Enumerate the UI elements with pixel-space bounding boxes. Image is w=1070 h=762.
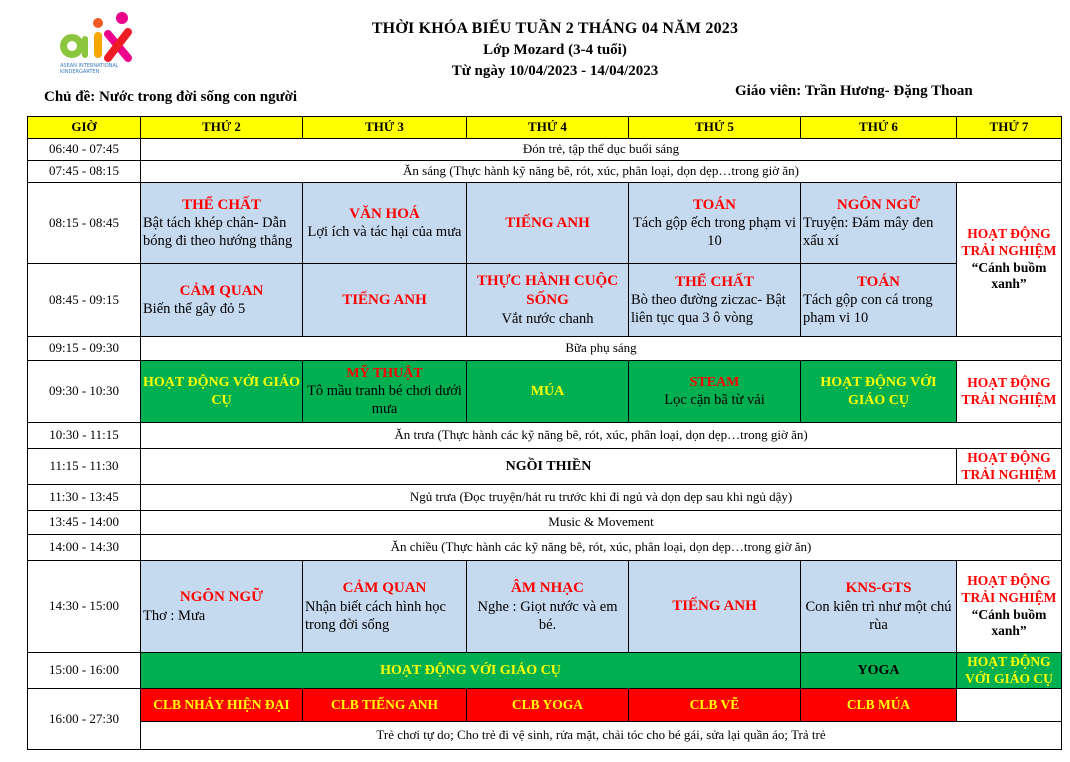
- lesson-subject: HOẠT ĐỘNG VỚI GIÁO CỤ: [143, 375, 301, 408]
- lesson-subject: THỂ CHẤT: [675, 273, 754, 290]
- lesson-detail: Lọc cặn bã từ vải: [664, 392, 765, 409]
- lesson-subject: CẢM QUAN: [342, 580, 427, 596]
- time-cell: 13:45 - 14:00: [28, 511, 141, 535]
- lesson-detail: Nghe : Giọt nước và em bé.: [477, 598, 618, 633]
- lesson-subject: TIẾNG ANH: [672, 598, 757, 615]
- lesson-cell-tue: [303, 183, 467, 264]
- lesson-subject: STEAM: [689, 374, 740, 390]
- afternoon-snack-cell: Ăn chiều (Thực hành các kỹ năng bê, rót, xúc, phân loại, dọn dẹp…trong giờ ăn): [141, 535, 1062, 561]
- lesson-detail: Nhận biết cách hình học trong đời sống: [305, 598, 446, 633]
- lesson-subject: NGÔN NGỮ: [179, 589, 264, 606]
- table-row: [28, 361, 1062, 423]
- table-row: [28, 653, 1062, 689]
- time-cell: 10:30 - 11:15: [28, 423, 141, 449]
- nap-cell: Ngủ trưa (Đọc truyện/hát ru trước khi đi ngủ và dọn dẹp sau khi ngủ dậy): [141, 485, 1062, 511]
- col-header-thu: THỨ 5: [629, 117, 801, 139]
- lesson-cell-tue: [303, 561, 467, 653]
- lesson-detail: Biến thể gây đỏ 5: [143, 301, 246, 318]
- table-row: [28, 449, 1062, 485]
- lesson-detail: Con kiên trì như một chú rùa: [805, 598, 952, 633]
- lesson-cell-sat: [957, 361, 1062, 423]
- music-cell: Music & Movement: [141, 511, 1062, 535]
- lesson-cell-tue: [303, 361, 467, 423]
- schedule-table: [27, 116, 1062, 750]
- col-header-sat: THỨ 7: [957, 117, 1062, 139]
- class-name: Lớp Mozard (3-4 tuổi): [483, 42, 627, 58]
- lesson-subject: YOGA: [857, 662, 900, 678]
- club-label: CLB YOGA: [511, 696, 584, 712]
- lesson-detail: Bật tách khép chân- Dẫn bóng đi theo hướng thẳng: [143, 215, 293, 250]
- topic-label: Chủ đề: Nước trong đời sống con người: [44, 89, 298, 105]
- table-row: [28, 561, 1062, 653]
- lesson-subject: MỸ THUẬT: [346, 365, 423, 381]
- time-cell: 07:45 - 08:15: [28, 161, 141, 183]
- lesson-subject: HOẠT ĐỘNG TRẢI NGHIỆM: [961, 449, 1057, 482]
- club-cell: [467, 689, 629, 722]
- lesson-detail: Vắt nước chanh: [501, 310, 594, 327]
- col-header-time: GIỜ: [28, 117, 141, 139]
- lesson-subject: VĂN HOÁ: [349, 205, 420, 222]
- col-header-wed: THỨ 4: [467, 117, 629, 139]
- lesson-detail: Truyện: Đám mây đen xấu xí: [803, 215, 934, 250]
- table-row: [28, 337, 1062, 361]
- lesson-cell-mon: [141, 361, 303, 423]
- meditation-label: NGỒI THIỀN: [505, 458, 592, 474]
- lesson-cell-thu: [629, 361, 801, 423]
- lesson-subject: HOẠT ĐỘNG VỚI GIÁO CỤ: [380, 662, 561, 678]
- date-range: Từ ngày 10/04/2023 - 14/04/2023: [451, 63, 659, 79]
- lesson-subject: KNS-GTS: [845, 580, 912, 596]
- club-cell: [303, 689, 467, 722]
- lesson-cell-wed: [467, 183, 629, 264]
- lesson-cell-sat: [957, 561, 1062, 653]
- lesson-subject: CẢM QUAN: [179, 282, 264, 299]
- svg-text:KINDERGARTEN: KINDERGARTEN: [60, 69, 100, 74]
- lesson-cell-thu: [629, 183, 801, 264]
- lesson-detail: “Cánh buồm xanh”: [971, 259, 1047, 292]
- club-label: CLB TIẾNG ANH: [330, 696, 439, 712]
- club-label: CLB VẼ: [689, 696, 740, 712]
- lesson-detail: “Cánh buồm xanh”: [971, 606, 1047, 639]
- time-cell: 16:00 - 27:30: [28, 689, 141, 750]
- lesson-cell-tue: [303, 264, 467, 337]
- lesson-cell-sat: [957, 183, 1062, 337]
- table-row: [28, 722, 1062, 750]
- lesson-subject: HOẠT ĐỘNG TRẢI NGHIỆM: [961, 374, 1057, 407]
- lesson-subject: THỂ CHẤT: [182, 196, 261, 213]
- table-row: [28, 183, 1062, 264]
- lesson-cell-wed: [467, 264, 629, 337]
- club-cell: [629, 689, 801, 722]
- lesson-subject: HOẠT ĐỘNG VỚI GIÁO CỤ: [820, 375, 937, 408]
- table-row: [28, 161, 1062, 183]
- lesson-cell-mon: [141, 264, 303, 337]
- lesson-subject: TIẾNG ANH: [505, 214, 590, 231]
- time-cell: 08:45 - 09:15: [28, 264, 141, 337]
- lesson-subject: TIẾNG ANH: [342, 291, 427, 308]
- table-row: [28, 139, 1062, 161]
- lesson-subject: TOÁN: [692, 196, 737, 213]
- time-cell: 09:15 - 09:30: [28, 337, 141, 361]
- lesson-detail: Tô mầu tranh bé chơi dưới mưa: [307, 383, 462, 418]
- col-header-fri: THỨ 6: [801, 117, 957, 139]
- lesson-subject: HOẠT ĐỘNG TRẢI NGHIỆM: [961, 225, 1057, 258]
- lesson-cell-sat: [957, 449, 1062, 485]
- table-row: [28, 485, 1062, 511]
- club-label: CLB MÚA: [846, 696, 911, 712]
- breakfast-cell: Ăn sáng (Thực hành kỹ năng bê, rót, xúc, phân loại, dọn dẹp…trong giờ ăn): [141, 161, 1062, 183]
- table-row: [28, 423, 1062, 449]
- lesson-cell-mon: [141, 183, 303, 264]
- lesson-cell-fri: [801, 264, 957, 337]
- col-header-mon: THỨ 2: [141, 117, 303, 139]
- logo-subtext: ASEAN INTERNATIONAL: [60, 63, 119, 69]
- time-cell: 15:00 - 16:00: [28, 653, 141, 689]
- table-row: [28, 535, 1062, 561]
- teacher-label: Giáo viên: Trần Hương- Đặng Thoan: [735, 83, 973, 99]
- club-cell: [141, 689, 303, 722]
- lesson-cell-mon: [141, 561, 303, 653]
- lesson-cell-sat: [957, 653, 1062, 689]
- lesson-detail: Tách gộp ếch trong phạm vi 10: [632, 215, 797, 250]
- yoga-cell: [801, 653, 957, 689]
- arrival-cell: Đón trẻ, tập thể dục buổi sáng: [141, 139, 1062, 161]
- snack-cell: Bữa phụ sáng: [141, 337, 1062, 361]
- lesson-detail: Tách gộp con cá trong phạm vi 10: [803, 292, 933, 327]
- lesson-cell-fri: [801, 361, 957, 423]
- lesson-cell-wed: [467, 361, 629, 423]
- time-cell: 14:00 - 14:30: [28, 535, 141, 561]
- club-cell: [801, 689, 957, 722]
- time-cell: 11:15 - 11:30: [28, 449, 141, 485]
- time-cell: 08:15 - 08:45: [28, 183, 141, 264]
- table-row: [28, 511, 1062, 535]
- lesson-subject: NGÔN NGỮ: [836, 196, 921, 213]
- lesson-cell-wed: [467, 561, 629, 653]
- lesson-detail: Lợi ích và tác hại của mưa: [307, 224, 462, 241]
- schedule-title: THỜI KHÓA BIỂU TUẦN 2 THÁNG 04 NĂM 2023: [371, 20, 739, 37]
- lesson-subject: HOẠT ĐỘNG TRẢI NGHIỆM: [961, 572, 1057, 605]
- lesson-detail: Bò theo đường ziczac- Bật liên tục qua 3 ô vòng: [631, 292, 786, 327]
- lunch-cell: Ăn trưa (Thực hành các kỹ năng bê, rót, xúc, phân loại, dọn dẹp…trong giờ ăn): [141, 423, 1062, 449]
- lesson-cell-thu: [629, 264, 801, 337]
- table-row: [28, 264, 1062, 337]
- free-play-cell: Trẻ chơi tự do; Cho trẻ đi vệ sinh, rửa mặt, chải tóc cho bé gái, sửa lại quần áo; Trả trẻ: [141, 722, 1062, 750]
- lesson-cell-fri: [801, 183, 957, 264]
- time-cell: 11:30 - 13:45: [28, 485, 141, 511]
- time-cell: 14:30 - 15:00: [28, 561, 141, 653]
- club-label: CLB NHẢY HIỆN ĐẠI: [153, 696, 290, 712]
- lesson-detail: Thơ : Mưa: [143, 607, 206, 624]
- header-row: [28, 117, 1062, 139]
- table-row: [28, 689, 1062, 722]
- lesson-cell-fri: [801, 561, 957, 653]
- empty-cell: [957, 689, 1062, 722]
- lesson-subject: ÂM NHẠC: [511, 580, 584, 596]
- lesson-cell-thu: [629, 561, 801, 653]
- col-header-tue: THỨ 3: [303, 117, 467, 139]
- time-cell: 06:40 - 07:45: [28, 139, 141, 161]
- lesson-subject: TOÁN: [856, 273, 901, 290]
- lesson-subject: HOẠT ĐỘNG VỚI GIÁO CỤ: [965, 653, 1053, 686]
- lesson-subject: MÚA: [530, 383, 565, 399]
- time-cell: 09:30 - 10:30: [28, 361, 141, 423]
- tools-activity-cell: [141, 653, 801, 689]
- meditation-cell: [141, 449, 957, 485]
- lesson-subject: THỰC HÀNH CUỘC SỐNG: [476, 273, 619, 308]
